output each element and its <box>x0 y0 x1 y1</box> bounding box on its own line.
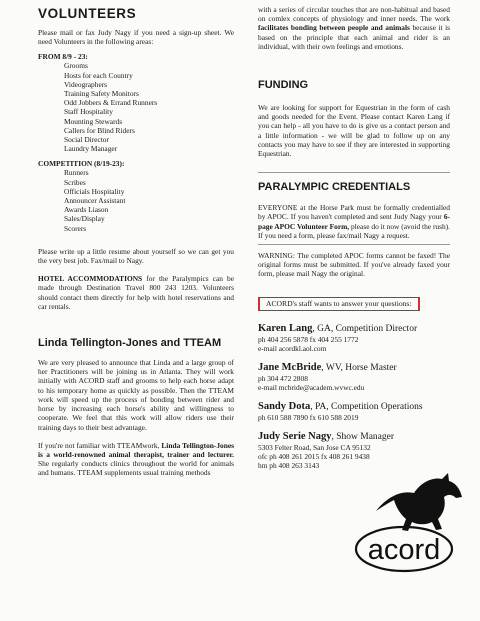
contact-line: ofc ph 408 261 2015 fx 408 261 9438 <box>258 451 370 461</box>
paralympic-paragraph-1 <box>258 203 450 240</box>
tteam-paragraph-1: We are very pleased to announce that Linda and a large group of her Practitioners will be joining us in Atlanta. They will work initially with ACORD staff and grooms to help each horse adapt to his temporary home as quickly as possible. Then the TTEAM work will speed up the process of bonding between rider and horse by increasing each horse's ability and willingness to cooperate. We feel that this work will allow riders use their training days to their best advantage. <box>38 358 234 432</box>
list-item: Videographers <box>64 79 108 89</box>
contact-name: Karen Lang <box>258 322 313 334</box>
list-item: Announcer Assistant <box>64 196 126 206</box>
contact-card <box>258 362 450 392</box>
contact-line: 5303 Felter Road, San Jose CA 95132 <box>258 442 371 452</box>
staff-box: ACORD's staff wants to answer your questions: <box>258 297 420 311</box>
list-item: Hosts for each Country <box>64 70 133 80</box>
contact-card <box>258 401 450 422</box>
contact-card <box>258 431 450 470</box>
list-item: Staff Hospitality <box>64 107 113 117</box>
paralympic-heading: PARALYMPIC CREDENTIALS <box>258 181 411 194</box>
tteam-p2-start: If you're not familiar with TTEAMwork, <box>38 440 162 450</box>
continuation-start: with a series of circular touches that are non-habitual and based on comlex concepts of physiology and inner needs. The work <box>258 5 450 24</box>
list-item: Grooms <box>64 61 88 71</box>
horse-icon <box>376 473 462 531</box>
tteam-p2-end: She regularly conducts clinics throughout the world for animals and humans. TTEAM supplements usual training methods <box>38 459 234 478</box>
list-item: Officials Hospitality <box>64 186 125 196</box>
divider <box>258 244 450 245</box>
contact-role: , GA, Competition Director <box>312 323 418 334</box>
competition-list <box>38 168 234 232</box>
acord-logo <box>352 467 470 577</box>
right-column <box>258 0 450 479</box>
staff-box-wrap <box>258 293 450 311</box>
logo-text: acord <box>367 534 441 566</box>
contact-name: Jane McBride <box>258 361 322 373</box>
contact-line: ph 610 588 7890 fx 610 588 2019 <box>258 412 359 422</box>
tteam-paragraph-2 <box>38 441 234 478</box>
list-item: Social Director <box>64 135 109 145</box>
contact-role: , PA, Competition Operations <box>310 401 423 412</box>
tteam-p2-bold: Linda Tellington-Jones is a world-renowned animal therapist, trainer and lecturer. <box>38 440 234 459</box>
list-item: Awards Liason <box>64 205 109 215</box>
contact-name: Sandy Dota <box>258 400 311 412</box>
continuation-bold: facilitates bonding between people and animals <box>258 23 410 33</box>
contact-list <box>258 323 450 470</box>
paralympic-p1-start: EVERYONE at the Horse Park must be formally credentialled by APOC. If you haven't completed and sent Judy Nagy your <box>258 203 450 222</box>
list-item: Callers for Blind Riders <box>64 125 135 135</box>
paralympic-p1-bold: 6-page APOC Volunteer Form, <box>258 212 450 231</box>
competition-label: COMPETITION (8/19-23): <box>38 159 125 169</box>
volunteers-heading: VOLUNTEERS <box>38 6 137 21</box>
contact-line: hm ph 408 263 3143 <box>258 460 320 470</box>
contact-line: e-mail mcbride@academ.wvwc.edu <box>258 382 365 392</box>
left-column <box>38 0 234 478</box>
tteam-continuation <box>258 5 450 51</box>
contact-card <box>258 323 450 353</box>
contact-line: e-mail acordkl.aol.com <box>258 343 327 353</box>
list-item: Scribes <box>64 177 86 187</box>
funding-paragraph: We are looking for support for Equestrian in the form of cash and goods needed for the Event. Please contact Karen Lang if you can help - all you have to do is give us a contact person and a little information - we will be glad to follow up on any contacts you may have to see if they are interested in supporting Equestrian. <box>258 103 450 159</box>
tteam-heading: Linda Tellington-Jones and TTEAM <box>38 337 222 350</box>
list-item: Odd Jobbers & Errand Runners <box>64 98 158 108</box>
hotel-text: for the Paralympics can be made through Destination Travel 800 243 1203. Volunteers should contact them directly for help with hotel reservations and car rentals. <box>38 274 235 311</box>
list-item: Sales/Display <box>64 214 105 224</box>
funding-heading: FUNDING <box>258 79 309 92</box>
contact-role: , WV, Horse Master <box>321 362 397 373</box>
hotel-label: HOTEL ACCOMMODATIONS <box>38 274 143 284</box>
contact-name: Judy Serie Nagy <box>258 430 332 442</box>
from-list <box>38 61 234 153</box>
list-item: Runners <box>64 168 89 178</box>
volunteers-intro: Please mail or fax Judy Nagy if you need a sign-up sheet. We need Volunteers in the following areas: <box>38 28 234 47</box>
contact-role: , Show Manager <box>331 431 395 442</box>
contact-line: ph 404 256 5878 fx 404 255 1772 <box>258 334 359 344</box>
list-item: Scorers <box>64 223 87 233</box>
divider <box>258 172 450 173</box>
from-label: FROM 8/9 - 23: <box>38 52 88 62</box>
list-item: Mounting Stewards <box>64 116 123 126</box>
hotel-paragraph <box>38 274 234 311</box>
list-item: Training Safety Monitors <box>64 89 139 99</box>
list-item: Laundry Manager <box>64 144 118 154</box>
resume-note: Please write up a little resume about yourself so we can get you the very best job. Fax/mail to Nagy. <box>38 246 234 266</box>
contact-line: ph 304 472 2808 <box>258 373 308 383</box>
paralympic-p1-end: please do it now (avoid the rush). If you need a form, please fax/mail Nagy a request. <box>258 221 450 240</box>
continuation-end: because it is based on the principle that each animal and rider is an individual, with their own feelings and emotions. <box>258 23 450 51</box>
paralympic-warning: WARNING: The completed APOC forms cannot be faxed! The original forms must be submitted. If you've already faxed your form, please mail Nagy the original. <box>258 251 450 279</box>
